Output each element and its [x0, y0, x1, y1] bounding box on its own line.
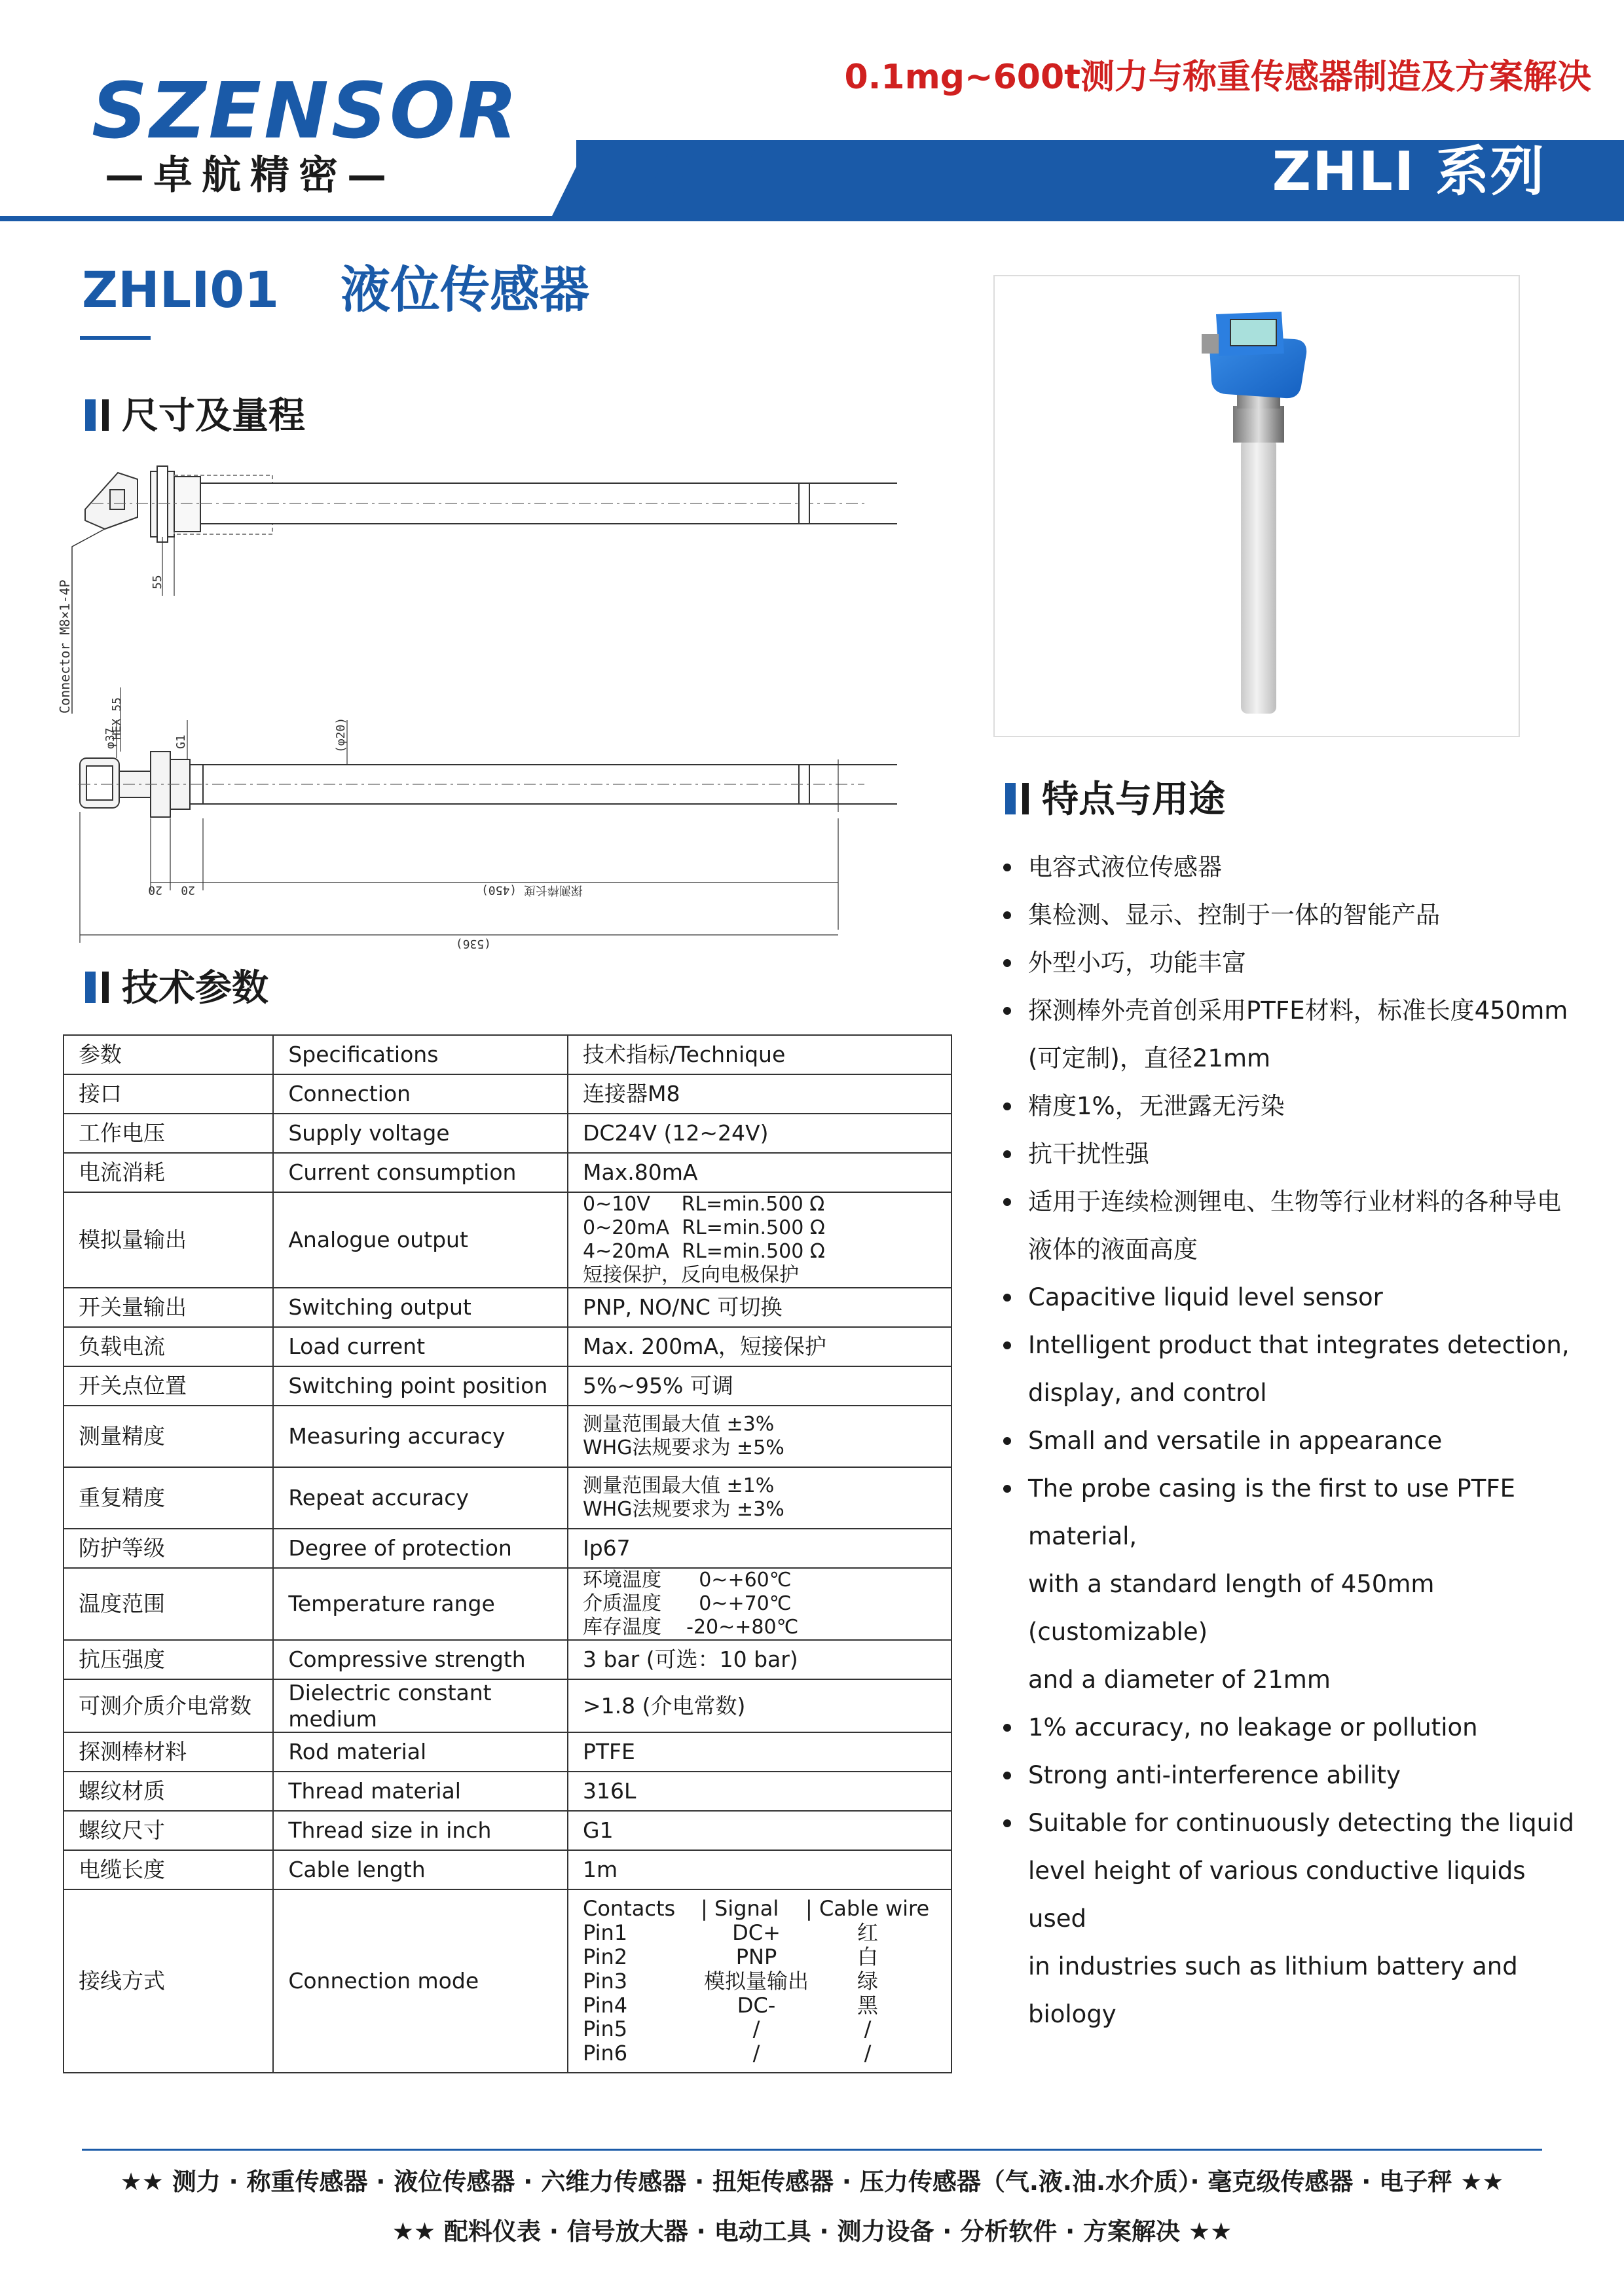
- feature-list: [1002, 843, 1591, 2038]
- pin-row: [583, 2041, 936, 2066]
- spec-value: [568, 1850, 951, 1889]
- spec-header-row: [64, 1035, 951, 1074]
- spec-param-en: Connection mode: [273, 1889, 568, 2073]
- company-logo: SZENSOR: [92, 65, 521, 156]
- section-mark: [102, 399, 109, 431]
- section-mark: [85, 399, 96, 431]
- pin-cell: Pin4: [583, 1992, 628, 2018]
- section-mark: [102, 972, 109, 1003]
- spec-value-line: PNP, NO/NC 可切换: [583, 1294, 783, 1321]
- spec-row: [64, 1366, 951, 1406]
- dim-total-length: (536): [455, 937, 491, 951]
- section-dimensions: [85, 395, 305, 437]
- pin-cell: 黑: [857, 1992, 878, 2018]
- spec-row: [64, 1114, 951, 1153]
- pin-header-cell: | Cable wire: [805, 1896, 930, 1922]
- feature-item: Intelligent product that integrates detection,: [1002, 1321, 1591, 1369]
- pin-row: [583, 1969, 936, 1994]
- spec-header-cell: 参数: [64, 1035, 273, 1074]
- footer-divider: [82, 2149, 1542, 2151]
- footer-products-line: ★★ 测力 · 称重传感器 · 液位传感器 · 六维力传感器 · 扭矩传感器 · 压力传感器（气.液.油.水介质）· 毫克级传感器 · 电子秤 ★★: [120, 2168, 1504, 2196]
- spec-row: [64, 1288, 951, 1327]
- spec-header-cell: Specifications: [273, 1035, 568, 1074]
- spec-param-en: Dielectric constant medium: [273, 1679, 568, 1732]
- spec-value-line: 介质温度 0~+70℃: [583, 1592, 792, 1615]
- section-dimensions-label: 尺寸及量程: [122, 395, 305, 437]
- spec-param-cn: 电流消耗: [64, 1153, 273, 1192]
- spec-param-cn: 开关点位置: [64, 1366, 273, 1406]
- spec-value: [568, 1074, 951, 1114]
- spec-value-line: 0~10V RL=min.500 Ω: [583, 1193, 825, 1216]
- pin-header: [583, 1897, 936, 1921]
- pin-cell: 红: [857, 1920, 878, 1946]
- dim-20b: 20: [181, 883, 195, 897]
- pin-cell: PNP: [735, 1944, 777, 1969]
- spec-param-cn: 可测介质介电常数: [64, 1679, 273, 1732]
- spec-value-line: 短接保护，反向电极保护: [583, 1264, 799, 1286]
- pin-cell: DC+: [732, 1920, 781, 1946]
- spec-param-en: Repeat accuracy: [273, 1467, 568, 1529]
- spec-row: [64, 1467, 951, 1529]
- feature-item: Suitable for continuously detecting the liquid: [1002, 1799, 1591, 1847]
- feature-item: 集检测、显示、控制于一体的智能产品: [1002, 891, 1591, 939]
- spec-value-line: WHG法规要求为 ±5%: [583, 1436, 784, 1459]
- spec-value: [568, 1732, 951, 1772]
- feature-item: 探测棒外壳首创采用PTFE材料，标准长度450mm: [1002, 987, 1591, 1034]
- spec-param-en: Degree of protection: [273, 1529, 568, 1568]
- drawing-top-view: [85, 466, 897, 596]
- spec-param-en: Temperature range: [273, 1568, 568, 1640]
- dim-hex: HEX 55: [110, 697, 124, 740]
- pin-cell: Pin1: [583, 1920, 628, 1946]
- spec-param-en: Switching output: [273, 1288, 568, 1327]
- spec-row: [64, 1327, 951, 1366]
- drawing-side-view: [79, 752, 897, 817]
- feature-item: 精度1%，无泄露无污染: [1002, 1082, 1591, 1130]
- spec-value-line: DC24V (12~24V): [583, 1120, 769, 1146]
- spec-param-cn: 温度范围: [64, 1568, 273, 1640]
- pin-cell: Pin2: [583, 1944, 628, 1969]
- spec-value: [568, 1192, 951, 1288]
- dim-g1: G1: [174, 735, 188, 749]
- pin-cell: 绿: [857, 1968, 878, 1994]
- feature-item: with a standard length of 450mm (customizable): [1028, 1570, 1435, 1646]
- spec-table: [63, 1034, 952, 2073]
- spec-param-cn: 开关量输出: [64, 1288, 273, 1327]
- pin-row: [583, 2017, 936, 2041]
- pin-cell: 模拟量输出: [703, 1968, 809, 1994]
- spec-value: [568, 1467, 951, 1529]
- dimension-drawing: [52, 432, 897, 956]
- pin-cell: Pin6: [583, 2041, 628, 2066]
- spec-value: [568, 1640, 951, 1679]
- feature-item: display, and control: [1028, 1379, 1267, 1407]
- spec-param-en: Compressive strength: [273, 1640, 568, 1679]
- spec-row: [64, 1811, 951, 1850]
- feature-item: The probe casing is the first to use PTFE material,: [1002, 1465, 1591, 1560]
- spec-param-en: Load current: [273, 1327, 568, 1366]
- spec-value: [568, 1114, 951, 1153]
- pin-cell: Pin5: [583, 2016, 628, 2042]
- product-photo: [993, 275, 1517, 735]
- pin-cell: /: [752, 2016, 760, 2042]
- spec-row: [64, 1529, 951, 1568]
- spec-param-en: Supply voltage: [273, 1114, 568, 1153]
- spec-param-en: Cable length: [273, 1850, 568, 1889]
- spec-param-cn: 工作电压: [64, 1114, 273, 1153]
- feature-item: level height of various conductive liquids used: [1028, 1857, 1526, 1933]
- spec-value: [568, 1406, 951, 1467]
- dim-dia20: (φ20): [334, 717, 348, 753]
- spec-param-cn: 螺纹材质: [64, 1772, 273, 1811]
- spec-value: [568, 1529, 951, 1568]
- spec-value: [568, 1288, 951, 1327]
- spec-param-en: Analogue output: [273, 1192, 568, 1288]
- spec-value-line: 3 bar (可选：10 bar): [583, 1647, 798, 1673]
- spec-value-line: G1: [583, 1817, 614, 1844]
- feature-item: 1% accuracy, no leakage or pollution: [1002, 1704, 1591, 1751]
- spec-value: [568, 1153, 951, 1192]
- spec-param-cn: 抗压强度: [64, 1640, 273, 1679]
- spec-param-cn: 接线方式: [64, 1889, 273, 2073]
- spec-param-en: Thread size in inch: [273, 1811, 568, 1850]
- feature-item: Capacitive liquid level sensor: [1002, 1273, 1591, 1321]
- spec-value-line: 4~20mA RL=min.500 Ω: [583, 1240, 825, 1263]
- spec-row: [64, 1074, 951, 1114]
- spec-value-line: Max.80mA: [583, 1159, 698, 1186]
- spec-param-en: Current consumption: [273, 1153, 568, 1192]
- section-features-label: 特点与用途: [1042, 778, 1225, 821]
- footer-services-line: ★★ 配料仪表 · 信号放大器 · 电动工具 · 测力设备 · 分析软件 · 方案解决 ★★: [392, 2217, 1232, 2246]
- section-mark: [85, 972, 96, 1003]
- spec-value-line: Max. 200mA，短接保护: [583, 1334, 826, 1360]
- pin-cell: /: [752, 2041, 760, 2066]
- spec-param-cn: 重复精度: [64, 1467, 273, 1529]
- spec-row: [64, 1406, 951, 1467]
- pin-cell: /: [864, 2016, 872, 2042]
- spec-value: [568, 1327, 951, 1366]
- spec-param-en: Measuring accuracy: [273, 1406, 568, 1467]
- spec-value: [568, 1679, 951, 1732]
- spec-value-line: 1m: [583, 1857, 618, 1883]
- spec-row: [64, 1850, 951, 1889]
- spec-value: [568, 1811, 951, 1850]
- spec-value-line: 316L: [583, 1778, 637, 1804]
- product-model: ZHLI01: [82, 261, 280, 319]
- spec-param-cn: 测量精度: [64, 1406, 273, 1467]
- pin-cell: /: [864, 2041, 872, 2066]
- spec-value: [568, 1568, 951, 1640]
- spec-value-line: 环境温度 0~+60℃: [583, 1569, 792, 1592]
- section-tech: [85, 967, 268, 1010]
- pin-table: [568, 1889, 951, 2073]
- spec-param-en: Connection: [273, 1074, 568, 1114]
- spec-value-line: >1.8 (介电常数): [583, 1692, 746, 1719]
- spec-row: [64, 1640, 951, 1679]
- spec-value-line: 测量范围最大值 ±3%: [583, 1413, 775, 1436]
- series-title: ZHLI 系列: [1272, 141, 1545, 203]
- pin-cell: DC-: [737, 1992, 776, 2018]
- feature-item: 适用于连续检测锂电、生物等行业材料的各种导电: [1002, 1178, 1591, 1226]
- spec-value-line: 库存温度 -20~+80℃: [583, 1616, 799, 1639]
- spec-param-cn: 螺纹尺寸: [64, 1811, 273, 1850]
- pin-header-cell: | Signal: [701, 1896, 779, 1922]
- spec-param-en: Rod material: [273, 1732, 568, 1772]
- spec-param-cn: 模拟量输出: [64, 1192, 273, 1288]
- spec-row: [64, 1772, 951, 1811]
- spec-value: [568, 1772, 951, 1811]
- spec-value: [568, 1366, 951, 1406]
- feature-item: and a diameter of 21mm: [1028, 1666, 1331, 1694]
- feature-item: (可定制)，直径21mm: [1028, 1044, 1271, 1072]
- section-features: [1005, 778, 1225, 821]
- spec-row: [64, 1153, 951, 1192]
- spec-param-cn: 接口: [64, 1074, 273, 1114]
- connector-label: Connector M8×1-4P: [57, 579, 73, 714]
- title-underline: [80, 336, 151, 340]
- pin-row: [583, 1994, 936, 2018]
- spec-value-line: PTFE: [583, 1739, 635, 1765]
- pin-row: [583, 1945, 936, 1969]
- spec-param-cn: 防护等级: [64, 1529, 273, 1568]
- spec-value-line: 5%~95% 可调: [583, 1373, 733, 1399]
- spec-value-line: 0~20mA RL=min.500 Ω: [583, 1216, 825, 1239]
- spec-row: [64, 1568, 951, 1640]
- header-tagline: 0.1mg~600t测力与称重传感器制造及方案解决: [844, 58, 1591, 97]
- section-mark: [1005, 783, 1016, 814]
- feature-item: Small and versatile in appearance: [1002, 1417, 1591, 1465]
- company-logo-subtitle: —卓航精密—: [105, 153, 396, 198]
- pin-header-cell: Contacts: [583, 1896, 676, 1922]
- pin-cell: Pin3: [583, 1968, 628, 1994]
- spec-row: [64, 1192, 951, 1288]
- dim-20a: 20: [148, 883, 162, 897]
- pin-row: [583, 1921, 936, 1945]
- spec-value-line: 连接器M8: [583, 1081, 680, 1107]
- spec-row: [64, 1679, 951, 1732]
- dim-55: 55: [151, 575, 164, 589]
- spec-param-cn: 探测棒材料: [64, 1732, 273, 1772]
- header-stripes: [550, 120, 832, 220]
- section-tech-label: 技术参数: [122, 967, 268, 1010]
- section-mark: [1022, 783, 1029, 814]
- feature-item: 液体的液面高度: [1028, 1235, 1198, 1264]
- spec-header-cell: 技术指标/Technique: [568, 1035, 951, 1074]
- feature-item: in industries such as lithium battery and biology: [1028, 1952, 1518, 2028]
- dim-dia37: φ37: [103, 727, 117, 749]
- feature-item: 外型小巧，功能丰富: [1002, 939, 1591, 987]
- feature-item: 抗干扰性强: [1002, 1130, 1591, 1178]
- pin-cell: 白: [857, 1944, 878, 1969]
- spec-param-en: Thread material: [273, 1772, 568, 1811]
- spec-param-en: Switching point position: [273, 1366, 568, 1406]
- spec-row-connection: [64, 1889, 951, 2073]
- dim-probe-length: 探测棒长度 (450): [481, 883, 583, 897]
- spec-param-cn: 电缆长度: [64, 1850, 273, 1889]
- spec-value-line: Ip67: [583, 1535, 631, 1561]
- spec-param-cn: 负载电流: [64, 1327, 273, 1366]
- spec-value-line: WHG法规要求为 ±3%: [583, 1498, 784, 1521]
- product-name: 液位传感器: [341, 261, 589, 319]
- feature-item: Strong anti-interference ability: [1002, 1751, 1591, 1799]
- spec-value-line: 测量范围最大值 ±1%: [583, 1474, 775, 1497]
- spec-row: [64, 1732, 951, 1772]
- feature-item: 电容式液位传感器: [1002, 843, 1591, 891]
